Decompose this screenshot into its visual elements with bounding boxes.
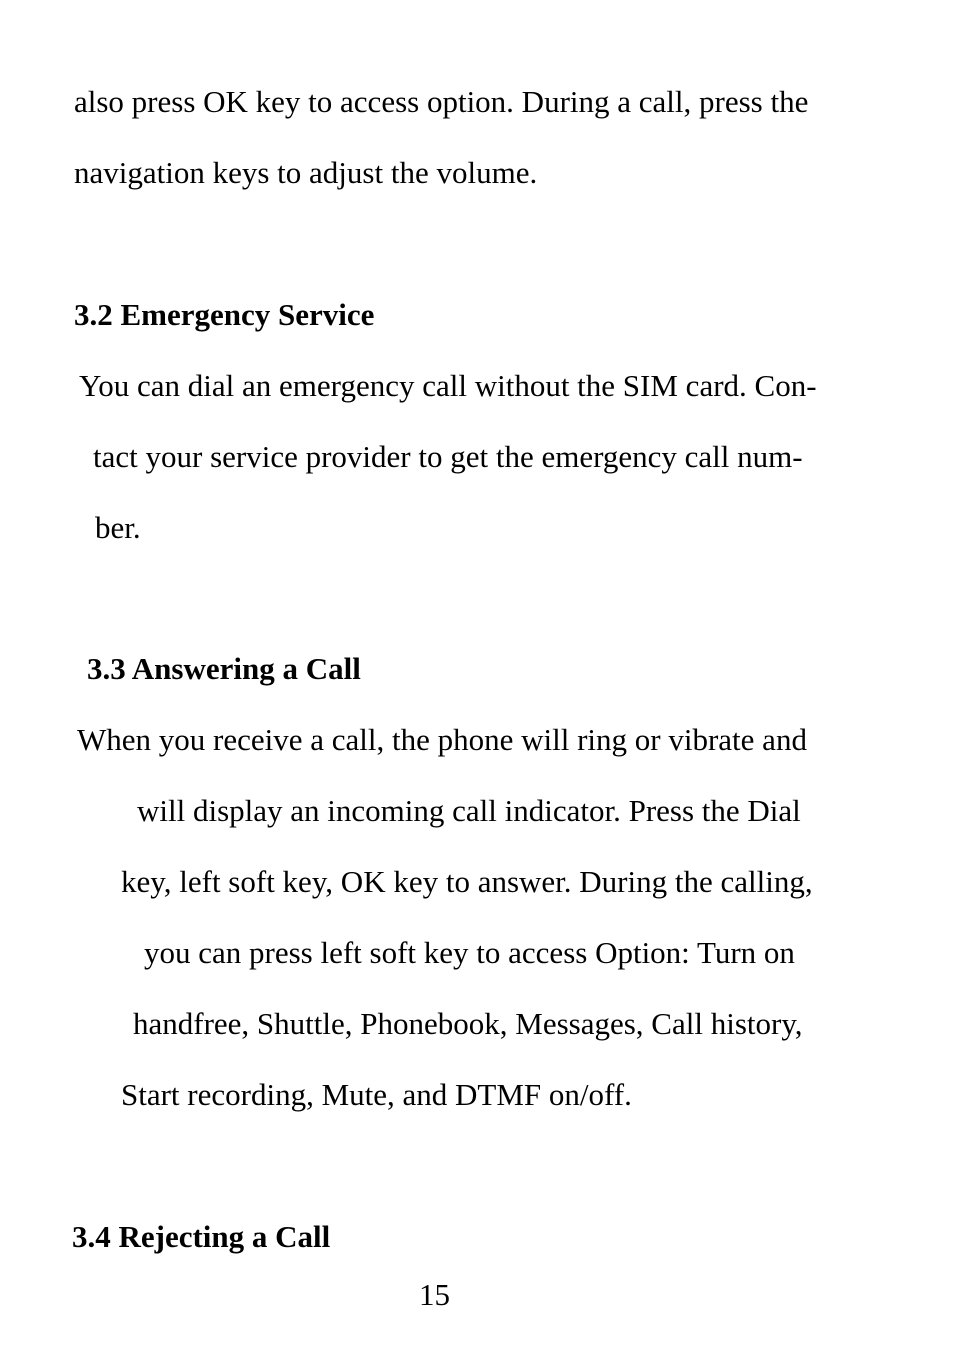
page-number: 15 <box>419 1277 450 1312</box>
section-heading-rejecting-call: 3.4 Rejecting a Call <box>72 1219 331 1254</box>
intro-line-1: also press OK key to access option. During a call, press the <box>74 84 809 119</box>
answering-line-3: key, left soft key, OK key to answer. During the calling, <box>121 864 813 899</box>
emergency-line-2: tact your service provider to get the emergency call num- <box>93 439 803 474</box>
answering-line-5: handfree, Shuttle, Phonebook, Messages, Call history, <box>133 1006 803 1041</box>
answering-line-4: you can press left soft key to access Option: Turn on <box>144 935 795 970</box>
section-heading-answering-call: 3.3 Answering a Call <box>87 651 361 686</box>
answering-line-1: When you receive a call, the phone will ring or vibrate and <box>77 722 807 757</box>
emergency-line-1: You can dial an emergency call without the SIM card. Con- <box>79 368 817 403</box>
emergency-line-3: ber. <box>95 510 141 545</box>
intro-line-2: navigation keys to adjust the volume. <box>74 155 538 190</box>
answering-line-6: Start recording, Mute, and DTMF on/off. <box>121 1077 632 1112</box>
section-heading-emergency-service: 3.2 Emergency Service <box>74 297 375 332</box>
answering-line-2: will display an incoming call indicator. Press the Dial <box>137 793 801 828</box>
